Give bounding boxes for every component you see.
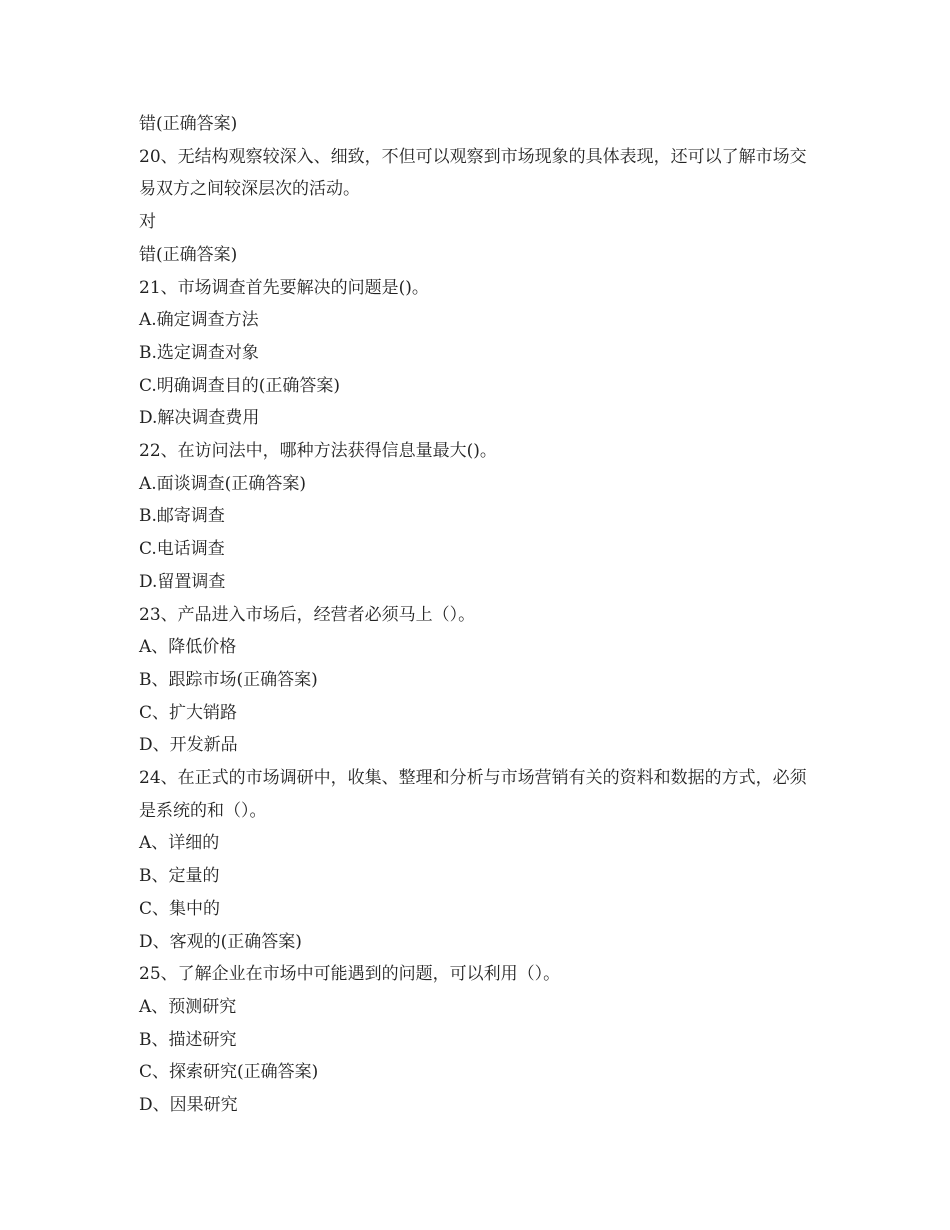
option-line: A、预测研究 [139, 996, 237, 1017]
option-line: A.确定调查方法 [139, 310, 259, 331]
option-line: D、开发新品 [139, 735, 238, 756]
option-line: 对 [139, 212, 156, 233]
question-23: 23、产品进入市场后，经营者必须马上（）。 [139, 604, 476, 625]
option-line: A、降低价格 [139, 637, 237, 658]
option-line: B、定量的 [139, 866, 220, 887]
option-line: B.邮寄调查 [139, 506, 225, 527]
option-line: D.留置调查 [139, 571, 226, 592]
option-line: C.电话调查 [139, 539, 225, 560]
option-line: C、探索研究(正确答案) [139, 1062, 319, 1083]
answer-line: 错(正确答案) [139, 114, 238, 134]
option-line: C.明确调查目的(正确答案) [139, 375, 341, 396]
option-line: D、因果研究 [139, 1095, 238, 1116]
option-line: B、跟踪市场(正确答案) [139, 669, 318, 690]
option-line: B.选定调查对象 [139, 342, 259, 363]
option-line: B、描述研究 [139, 1029, 237, 1050]
option-line: A.面谈调查(正确答案) [139, 473, 306, 494]
question-24: 24、在正式的市场调研中，收集、整理和分析与市场营销有关的资料和数据的方式，必须是系统的和（）。 [139, 768, 807, 821]
option-line: A、详细的 [139, 833, 220, 854]
question-20: 20、无结构观察较深入、细致，不但可以观察到市场现象的具体表现，还可以了解市场交易双方之间较深层次的活动。 [139, 146, 807, 200]
option-line: D.解决调查费用 [139, 408, 260, 429]
question-21: 21、市场调查首先要解决的问题是()。 [139, 277, 429, 298]
option-line: 错(正确答案) [139, 244, 238, 265]
question-22: 22、在访问法中，哪种方法获得信息量最大()。 [139, 441, 497, 462]
option-line: D、客观的(正确答案) [139, 931, 302, 952]
question-25: 25、了解企业在市场中可能遇到的问题，可以利用（）。 [139, 964, 561, 985]
option-line: C、集中的 [139, 898, 221, 919]
option-line: C、扩大销路 [139, 702, 238, 723]
